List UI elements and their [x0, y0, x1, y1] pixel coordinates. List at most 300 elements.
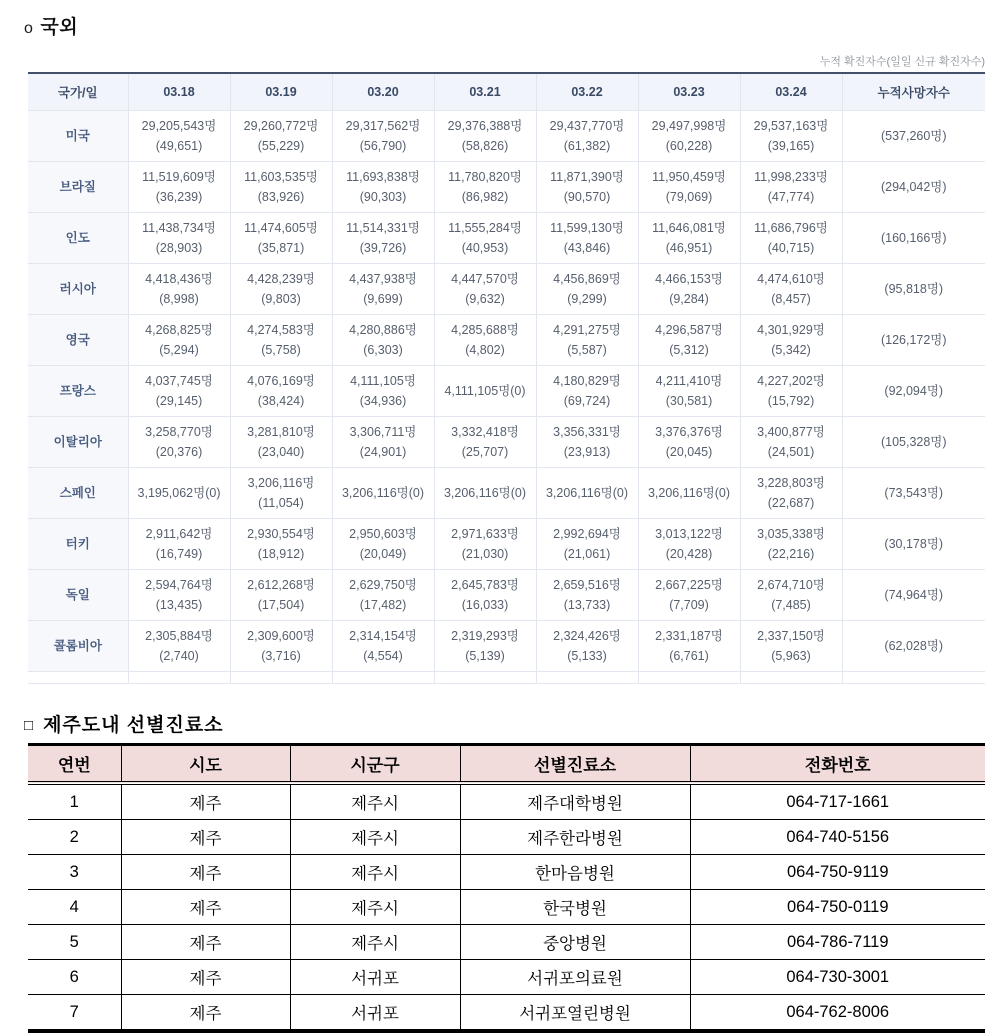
value-cell [128, 213, 230, 264]
empty-cell [536, 672, 638, 684]
cumulative-count: 3,332,418명 [451, 425, 519, 439]
cumulative-count: 11,686,796명 [754, 221, 828, 235]
daily-new-count: (34,936) [359, 394, 407, 408]
clinic-name-cell: 중앙병원 [460, 925, 690, 960]
phone-number-cell: 064-786-7119 [690, 925, 985, 960]
overseas-table-header [28, 73, 985, 111]
empty-cell [128, 672, 230, 684]
cumulative-count: 4,437,938명 [349, 272, 417, 286]
table-row [28, 111, 985, 162]
daily-new-count: (9,632) [465, 292, 505, 306]
cumulative-count: 3,206,116명(0) [545, 486, 629, 500]
cumulative-count: 3,356,331명 [553, 425, 621, 439]
cumulative-count: 11,780,820명 [448, 170, 522, 184]
daily-new-count: (25,707) [461, 445, 509, 459]
column-header: 선별진료소 [460, 745, 690, 784]
daily-new-count: (28,903) [155, 241, 203, 255]
daily-new-count: (21,061) [563, 547, 611, 561]
value-cell [128, 366, 230, 417]
table-row [28, 621, 985, 672]
table-row [28, 995, 985, 1032]
daily-new-count: (23,913) [563, 445, 611, 459]
jeju-title-text: 제주도내 선별진료소 [43, 715, 224, 736]
value-cell [230, 111, 332, 162]
column-header: 시군구 [290, 745, 460, 784]
cumulative-count: 29,497,998명 [651, 119, 727, 133]
table-row [28, 960, 985, 995]
overseas-stats-table [28, 72, 985, 684]
table-row [28, 366, 985, 417]
value-cell [740, 213, 842, 264]
cumulative-count: 3,195,062명(0) [137, 486, 221, 500]
daily-new-count: (5,133) [567, 649, 607, 663]
value-cell [230, 213, 332, 264]
cumulative-count: 4,268,825명 [145, 323, 213, 337]
daily-new-count: (30,581) [665, 394, 713, 408]
value-cell [128, 111, 230, 162]
value-cell [128, 570, 230, 621]
country-cell: 이탈리아 [28, 417, 128, 468]
cumulative-count: 4,111,105명 [350, 374, 416, 388]
cumulative-count: 3,206,116명(0) [647, 486, 731, 500]
value-cell [332, 111, 434, 162]
clinic-name-cell: 한마음병원 [460, 855, 690, 890]
daily-new-count: (16,749) [155, 547, 203, 561]
value-cell [536, 468, 638, 519]
value-cell [332, 519, 434, 570]
row-number-cell: 4 [28, 890, 121, 925]
daily-new-count: (58,826) [461, 139, 509, 153]
sigungu-cell: 제주시 [290, 820, 460, 855]
cumulative-count: 11,438,734명 [142, 221, 216, 235]
daily-new-count: (5,294) [159, 343, 199, 357]
cumulative-count: 4,447,570명 [451, 272, 519, 286]
value-cell [332, 315, 434, 366]
daily-new-count: (9,803) [261, 292, 301, 306]
cumulative-count: 3,035,338명 [757, 527, 825, 541]
daily-new-count: (9,299) [567, 292, 607, 306]
value-cell [740, 570, 842, 621]
daily-new-count: (16,033) [461, 598, 509, 612]
value-cell [740, 315, 842, 366]
value-cell [638, 315, 740, 366]
cumulative-count: 2,324,426명 [553, 629, 621, 643]
country-cell: 러시아 [28, 264, 128, 315]
overseas-table-body [28, 111, 985, 684]
value-cell [536, 621, 638, 672]
daily-new-count: (8,457) [771, 292, 811, 306]
table-row [28, 417, 985, 468]
daily-new-count: (56,790) [359, 139, 407, 153]
cumulative-count: 2,594,764명 [145, 578, 213, 592]
daily-new-count: (8,998) [159, 292, 199, 306]
value-cell [740, 111, 842, 162]
daily-new-count: (60,228) [665, 139, 713, 153]
cumulative-count: 29,205,543명 [141, 119, 217, 133]
daily-new-count: (15,792) [767, 394, 815, 408]
daily-new-count: (86,982) [461, 190, 509, 204]
value-cell [230, 162, 332, 213]
cumulative-count: 4,037,745명 [145, 374, 213, 388]
daily-new-count: (6,303) [363, 343, 403, 357]
cumulative-count: 4,111,105명(0) [444, 384, 526, 398]
daily-new-count: (90,303) [359, 190, 407, 204]
value-cell [230, 570, 332, 621]
sido-cell: 제주 [121, 783, 290, 820]
column-header: 전화번호 [690, 745, 985, 784]
sigungu-cell: 제주시 [290, 890, 460, 925]
empty-cell [638, 672, 740, 684]
cumulative-count: 3,281,810명 [247, 425, 315, 439]
value-cell [638, 366, 740, 417]
cumulative-count: 4,227,202명 [757, 374, 825, 388]
empty-cell [740, 672, 842, 684]
sigungu-cell: 제주시 [290, 925, 460, 960]
column-header: 누적사망자수 [842, 73, 985, 111]
empty-cell [28, 672, 128, 684]
value-cell [536, 519, 638, 570]
empty-cell [842, 672, 985, 684]
cumulative-count: 3,206,116명(0) [443, 486, 527, 500]
cumulative-count: 11,871,390명 [550, 170, 624, 184]
cumulative-count: 4,456,869명 [553, 272, 621, 286]
phone-number-cell: 064-730-3001 [690, 960, 985, 995]
sigungu-cell: 제주시 [290, 783, 460, 820]
value-cell [638, 417, 740, 468]
cumulative-count: 2,331,187명 [655, 629, 723, 643]
cumulative-count: 2,319,293명 [451, 629, 519, 643]
table-row [28, 264, 985, 315]
cumulative-count: 2,337,150명 [757, 629, 825, 643]
value-cell [536, 162, 638, 213]
daily-new-count: (40,953) [461, 241, 509, 255]
cumulative-count: 2,992,694명 [553, 527, 621, 541]
column-header: 03.22 [536, 73, 638, 111]
column-header: 03.20 [332, 73, 434, 111]
jeju-table-header [28, 745, 985, 784]
value-cell [740, 519, 842, 570]
clinic-name-cell: 서귀포열린병원 [460, 995, 690, 1032]
table-row [28, 162, 985, 213]
daily-new-count: (24,501) [767, 445, 815, 459]
cumulative-count: 11,998,233명 [754, 170, 828, 184]
jeju-bullet-marker: □ [24, 717, 35, 734]
value-cell [128, 519, 230, 570]
daily-new-count: (7,709) [669, 598, 709, 612]
daily-new-count: (5,139) [465, 649, 505, 663]
value-cell [230, 468, 332, 519]
cumulative-count: 4,274,583명 [247, 323, 315, 337]
cumulative-count: 4,428,239명 [247, 272, 315, 286]
cumulative-count: 2,667,225명 [655, 578, 723, 592]
daily-new-count: (3,716) [261, 649, 301, 663]
column-header: 03.18 [128, 73, 230, 111]
phone-number-cell: 064-750-0119 [690, 890, 985, 925]
country-cell: 영국 [28, 315, 128, 366]
deaths-cell: (92,094명) [842, 366, 985, 417]
table-row [28, 519, 985, 570]
sigungu-cell: 서귀포 [290, 995, 460, 1032]
daily-new-count: (47,774) [767, 190, 815, 204]
daily-new-count: (43,846) [563, 241, 611, 255]
value-cell [230, 366, 332, 417]
daily-new-count: (5,963) [771, 649, 811, 663]
cumulative-count: 2,950,603명 [349, 527, 417, 541]
value-cell [332, 366, 434, 417]
row-number-cell: 1 [28, 783, 121, 820]
value-cell [740, 162, 842, 213]
cumulative-count: 2,645,783명 [451, 578, 519, 592]
value-cell [434, 468, 536, 519]
daily-new-count: (22,687) [767, 496, 815, 510]
value-cell [434, 111, 536, 162]
cumulative-count: 11,519,609명 [142, 170, 216, 184]
sigungu-cell: 서귀포 [290, 960, 460, 995]
cumulative-count: 11,599,130명 [550, 221, 624, 235]
sido-cell: 제주 [121, 890, 290, 925]
cumulative-count: 2,314,154명 [349, 629, 417, 643]
table-row [28, 890, 985, 925]
daily-new-count: (39,165) [767, 139, 815, 153]
country-cell: 스페인 [28, 468, 128, 519]
daily-new-count: (29,145) [155, 394, 203, 408]
daily-new-count: (20,428) [665, 547, 713, 561]
cumulative-count: 3,306,711명 [349, 425, 417, 439]
clinic-name-cell: 한국병원 [460, 890, 690, 925]
daily-new-count: (22,216) [767, 547, 815, 561]
deaths-cell: (74,964명) [842, 570, 985, 621]
deaths-cell: (73,543명) [842, 468, 985, 519]
cumulative-count: 11,950,459명 [652, 170, 726, 184]
cumulative-count: 4,418,436명 [145, 272, 213, 286]
cumulative-count: 11,474,605명 [244, 221, 318, 235]
clinic-name-cell: 서귀포의료원 [460, 960, 690, 995]
sido-cell: 제주 [121, 960, 290, 995]
value-cell [434, 213, 536, 264]
cumulative-count: 3,258,770명 [145, 425, 213, 439]
deaths-cell: (30,178명) [842, 519, 985, 570]
cumulative-count: 4,466,153명 [655, 272, 723, 286]
cumulative-count: 4,296,587명 [655, 323, 723, 337]
cumulative-count: 2,971,633명 [451, 527, 519, 541]
value-cell [536, 366, 638, 417]
value-cell [230, 264, 332, 315]
clinic-name-cell: 제주대학병원 [460, 783, 690, 820]
phone-number-cell: 064-750-9119 [690, 855, 985, 890]
cumulative-count: 4,180,829명 [553, 374, 621, 388]
header-row [28, 73, 985, 111]
cumulative-count: 11,603,535명 [244, 170, 318, 184]
deaths-cell: (105,328명) [842, 417, 985, 468]
row-number-cell: 3 [28, 855, 121, 890]
row-number-cell: 6 [28, 960, 121, 995]
cumulative-count: 11,646,081명 [652, 221, 726, 235]
value-cell [230, 315, 332, 366]
cumulative-count: 4,211,410명 [655, 374, 723, 388]
header-row [28, 745, 985, 784]
cumulative-count: 2,911,642명 [145, 527, 213, 541]
value-cell [536, 213, 638, 264]
cumulative-count: 11,555,284명 [448, 221, 522, 235]
cumulative-count: 3,400,877명 [757, 425, 825, 439]
empty-cell [230, 672, 332, 684]
value-cell [740, 366, 842, 417]
value-cell [740, 417, 842, 468]
country-cell: 독일 [28, 570, 128, 621]
country-cell: 인도 [28, 213, 128, 264]
value-cell [536, 111, 638, 162]
sido-cell: 제주 [121, 855, 290, 890]
daily-new-count: (6,761) [669, 649, 709, 663]
cumulative-count: 3,228,803명 [757, 476, 825, 490]
deaths-cell: (95,818명) [842, 264, 985, 315]
value-cell [332, 468, 434, 519]
value-cell [638, 264, 740, 315]
jeju-clinics-table [28, 743, 985, 1033]
cumulative-count: 4,285,688명 [451, 323, 519, 337]
deaths-cell: (537,260명) [842, 111, 985, 162]
column-header: 연번 [28, 745, 121, 784]
value-cell [536, 264, 638, 315]
value-cell [536, 570, 638, 621]
daily-new-count: (35,871) [257, 241, 305, 255]
daily-new-count: (5,758) [261, 343, 301, 357]
value-cell [128, 417, 230, 468]
row-number-cell: 5 [28, 925, 121, 960]
cumulative-count: 29,317,562명 [345, 119, 421, 133]
jeju-section-title [24, 710, 992, 737]
value-cell [434, 366, 536, 417]
column-header: 시도 [121, 745, 290, 784]
cumulative-count: 3,013,122명 [655, 527, 723, 541]
phone-number-cell: 064-740-5156 [690, 820, 985, 855]
value-cell [434, 417, 536, 468]
value-cell [128, 264, 230, 315]
value-cell [740, 264, 842, 315]
cumulative-count: 4,301,929명 [757, 323, 825, 337]
value-cell [638, 111, 740, 162]
value-cell [332, 264, 434, 315]
column-header: 03.19 [230, 73, 332, 111]
daily-new-count: (49,651) [155, 139, 203, 153]
overseas-title-text: 국외 [40, 17, 79, 38]
daily-new-count: (18,912) [257, 547, 305, 561]
overseas-section-title [24, 12, 992, 39]
value-cell [332, 621, 434, 672]
column-header: 03.21 [434, 73, 536, 111]
daily-new-count: (7,485) [771, 598, 811, 612]
value-cell [434, 264, 536, 315]
table-row [28, 925, 985, 960]
value-cell [638, 468, 740, 519]
deaths-cell: (126,172명) [842, 315, 985, 366]
cumulative-count: 4,474,610명 [757, 272, 825, 286]
sido-cell: 제주 [121, 925, 290, 960]
table-unit-note: 누적 확진자수(일일 신규 확진자수) [819, 56, 985, 68]
value-cell [128, 621, 230, 672]
daily-new-count: (20,049) [359, 547, 407, 561]
cumulative-count: 29,260,772명 [243, 119, 319, 133]
daily-new-count: (11,054) [258, 496, 304, 510]
jeju-table-body [28, 783, 985, 1031]
value-cell [332, 213, 434, 264]
value-cell [128, 162, 230, 213]
empty-cell [434, 672, 536, 684]
value-cell [536, 417, 638, 468]
value-cell [332, 417, 434, 468]
cumulative-count: 3,206,116명 [247, 476, 315, 490]
daily-new-count: (20,045) [665, 445, 713, 459]
row-number-cell: 7 [28, 995, 121, 1032]
daily-new-count: (36,239) [155, 190, 203, 204]
value-cell [128, 315, 230, 366]
value-cell [434, 315, 536, 366]
value-cell [434, 570, 536, 621]
daily-new-count: (5,587) [567, 343, 607, 357]
value-cell [434, 621, 536, 672]
cumulative-count: 29,376,388명 [447, 119, 523, 133]
table-row [28, 213, 985, 264]
cumulative-count: 3,376,376명 [655, 425, 723, 439]
country-cell: 터키 [28, 519, 128, 570]
value-cell [230, 621, 332, 672]
value-cell [434, 162, 536, 213]
cumulative-count: 4,291,275명 [553, 323, 621, 337]
deaths-cell: (294,042명) [842, 162, 985, 213]
daily-new-count: (4,554) [363, 649, 403, 663]
value-cell [230, 417, 332, 468]
daily-new-count: (17,482) [359, 598, 407, 612]
value-cell [638, 213, 740, 264]
phone-number-cell: 064-717-1661 [690, 783, 985, 820]
value-cell [332, 162, 434, 213]
cumulative-count: 2,612,268명 [247, 578, 315, 592]
cumulative-count: 29,437,770명 [549, 119, 625, 133]
cumulative-count: 2,309,600명 [247, 629, 315, 643]
daily-new-count: (46,951) [665, 241, 713, 255]
clinic-name-cell: 제주한라병원 [460, 820, 690, 855]
cumulative-count: 3,206,116명(0) [341, 486, 425, 500]
table-row [28, 783, 985, 820]
daily-new-count: (13,435) [155, 598, 203, 612]
daily-new-count: (9,284) [669, 292, 709, 306]
table-row [28, 820, 985, 855]
cumulative-count: 2,629,750명 [349, 578, 417, 592]
daily-new-count: (5,312) [669, 343, 709, 357]
table-row [28, 468, 985, 519]
cumulative-count: 11,514,331명 [346, 221, 420, 235]
daily-new-count: (39,726) [359, 241, 407, 255]
country-cell: 프랑스 [28, 366, 128, 417]
empty-cell [332, 672, 434, 684]
daily-new-count: (17,504) [257, 598, 305, 612]
value-cell [638, 519, 740, 570]
daily-new-count: (79,069) [665, 190, 713, 204]
value-cell [536, 315, 638, 366]
cumulative-count: 2,305,884명 [145, 629, 213, 643]
table-row [28, 855, 985, 890]
value-cell [230, 519, 332, 570]
cumulative-count: 11,693,838명 [346, 170, 420, 184]
country-cell: 콜롬비아 [28, 621, 128, 672]
daily-new-count: (5,342) [771, 343, 811, 357]
value-cell [638, 162, 740, 213]
overseas-bullet-marker: o [24, 20, 34, 37]
country-cell: 브라질 [28, 162, 128, 213]
value-cell [638, 570, 740, 621]
value-cell [128, 468, 230, 519]
daily-new-count: (20,376) [155, 445, 203, 459]
